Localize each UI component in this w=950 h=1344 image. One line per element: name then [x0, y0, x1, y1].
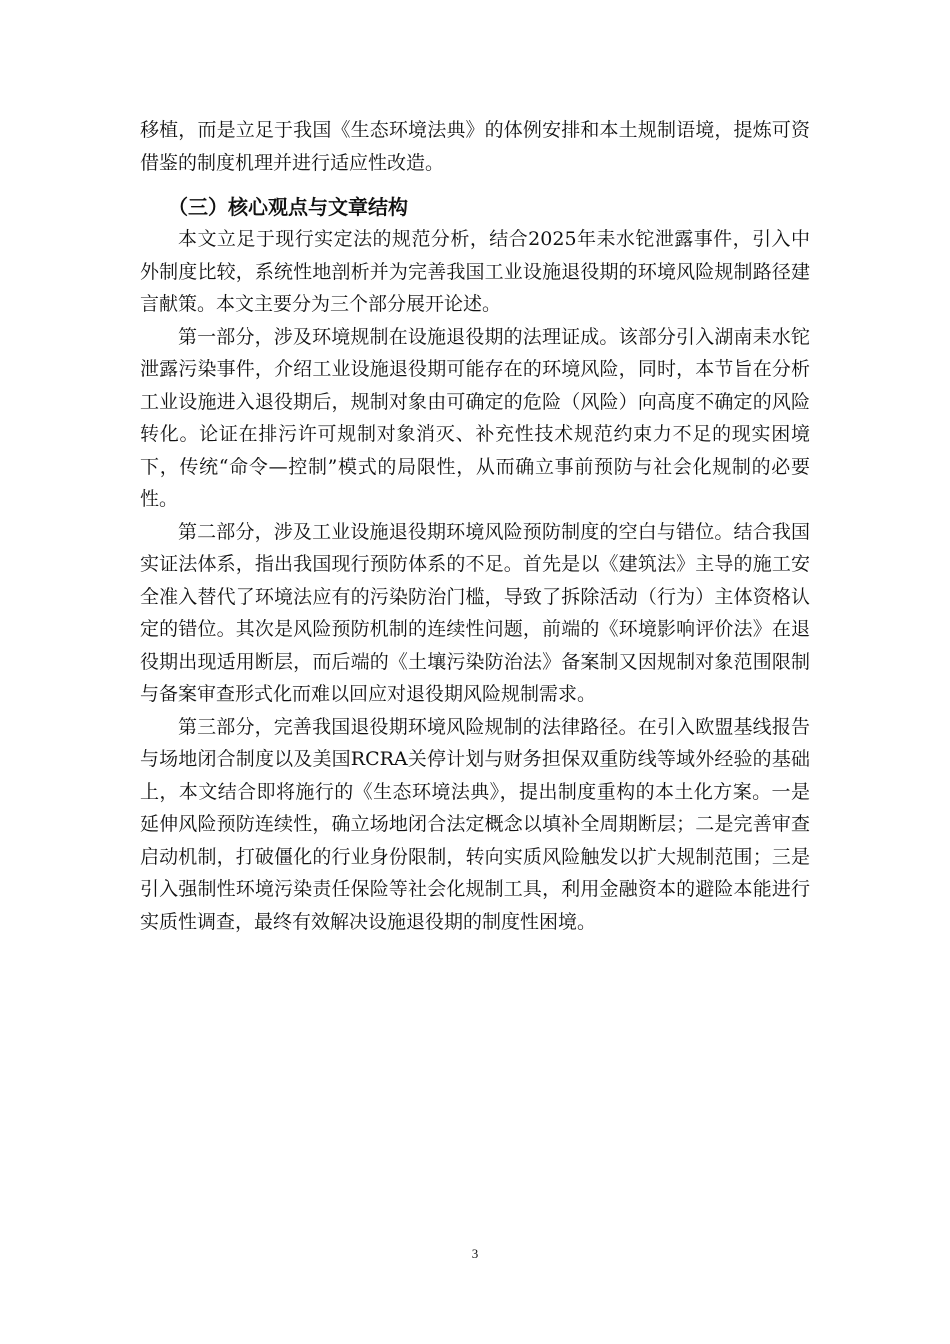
continued-paragraph: 移植，而是立足于我国《生态环境法典》的体例安排和本土规制语境，提炼可资借鉴的制度机理并进行适应性改造。	[140, 119, 810, 174]
paragraph-part-three: 第三部分，完善我国退役期环境风险规制的法律路径。在引入欧盟基线报告与场地闭合制度以及美国RCRA关停计划与财务担保双重防线等域外经验的基础上，本文结合即将施行的《生态环境法典》，提出制度重构的本土化方案。一是延伸风险预防连续性，确立场地闭合法定概念以填补全周期断层；二是完善审查启动机制，打破僵化的行业身份限制，转向实质风险触发以扩大规制范围；三是引入强制性环境污染责任保险等社会化规制工具，利用金融资本的避险本能进行实质性调查，最终有效解决设施退役期的制度性困境。	[140, 715, 810, 933]
page-body	[140, 114, 810, 938]
paragraph-part-two: 第二部分，涉及工业设施退役期环境风险预防制度的空白与错位。结合我国实证法体系，指出我国现行预防体系的不足。首先是以《建筑法》主导的施工安全准入替代了环境法应有的污染防治门槛，导致了拆除活动（行为）主体资格认定的错位。其次是风险预防机制的连续性问题，前端的《环境影响评价法》在退役期出现适用断层，而后端的《土壤污染防治法》备案制又因规制对象范围限制与备案审查形式化而难以回应对退役期风险规制需求。	[140, 520, 810, 705]
paragraph-part-one: 第一部分，涉及环境规制在设施退役期的法理证成。该部分引入湖南耒水铊泄露污染事件，介绍工业设施退役期可能存在的环境风险，同时，本节旨在分析工业设施进入退役期后，规制对象由可确定的危险（风险）向高度不确定的风险转化。论证在排污许可规制对象消灭、补充性技术规范约束力不足的现实困境下，传统“命令—控制”模式的局限性，从而确立事前预防与社会化规制的必要性。	[140, 325, 810, 510]
paragraph-overview: 本文立足于现行实定法的规范分析，结合2025年耒水铊泄露事件，引入中外制度比较，系统性地剖析并为完善我国工业设施退役期的环境风险规制路径建言献策。本文主要分为三个部分展开论述。	[140, 228, 810, 315]
page-number: 3	[471, 1246, 479, 1261]
section-heading: （三）核心观点与文章结构	[168, 195, 408, 219]
